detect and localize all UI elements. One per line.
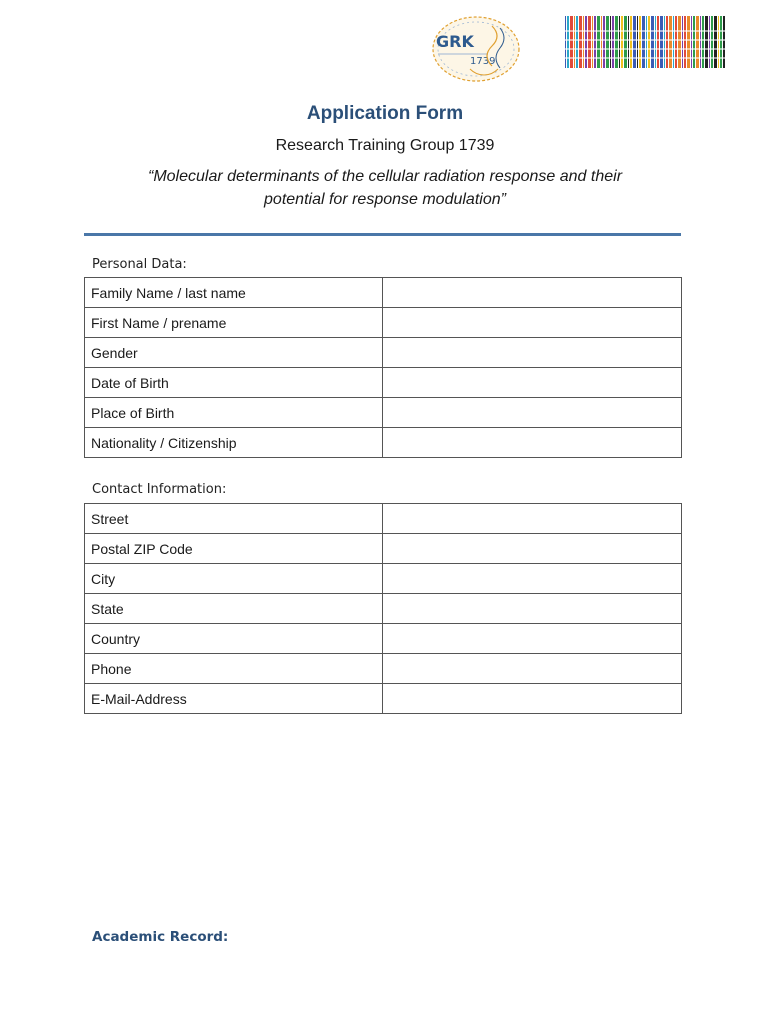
form-row	[85, 428, 682, 458]
barcode-stripe	[574, 16, 575, 68]
barcode-stripe	[714, 16, 717, 68]
barcode-stripe	[576, 16, 578, 68]
barcode-stripe	[651, 16, 654, 68]
form-subtitle: Research Training Group 1739	[275, 137, 495, 154]
header-divider	[84, 233, 681, 236]
barcode-stripe	[664, 16, 665, 68]
academic-record-heading: Academic Record:	[92, 929, 229, 945]
field-value-cell[interactable]	[383, 684, 682, 714]
contact-information-table	[84, 503, 682, 714]
barcode-stripe	[565, 16, 566, 68]
barcode-stripe	[633, 16, 636, 68]
field-label: Family Name / last name	[85, 278, 383, 308]
barcode-stripe	[606, 16, 609, 68]
form-row	[85, 308, 682, 338]
barcode-stripe	[702, 16, 704, 68]
form-row	[85, 398, 682, 428]
field-value-cell[interactable]	[383, 654, 682, 684]
form-row	[85, 624, 682, 654]
form-row	[85, 278, 682, 308]
personal-data-heading: Personal Data:	[92, 257, 187, 272]
field-label: Postal ZIP Code	[85, 534, 383, 564]
barcode-stripe	[637, 16, 638, 68]
form-row	[85, 564, 682, 594]
field-label: Date of Birth	[85, 368, 383, 398]
field-label: City	[85, 564, 383, 594]
barcode-stripe	[646, 16, 647, 68]
project-title	[100, 165, 670, 211]
field-value-cell[interactable]	[383, 504, 682, 534]
barcode-stripe	[612, 16, 614, 68]
barcode-band	[565, 39, 725, 41]
field-value-cell[interactable]	[383, 338, 682, 368]
barcode-stripe	[594, 16, 596, 68]
barcode-stripe	[655, 16, 656, 68]
field-label: Country	[85, 624, 383, 654]
field-label: State	[85, 594, 383, 624]
barcode-band	[565, 30, 725, 32]
field-value-cell[interactable]	[383, 398, 682, 428]
form-row	[85, 594, 682, 624]
sequence-barcode-logo	[565, 16, 725, 68]
form-row	[85, 684, 682, 714]
barcode-stripe	[630, 16, 632, 68]
barcode-stripe	[588, 16, 591, 68]
barcode-stripe	[705, 16, 708, 68]
field-value-cell[interactable]	[383, 368, 682, 398]
barcode-stripe	[696, 16, 699, 68]
barcode-stripe	[709, 16, 710, 68]
barcode-band	[565, 57, 725, 59]
field-value-cell[interactable]	[383, 308, 682, 338]
barcode-stripe	[610, 16, 611, 68]
barcode-stripe	[579, 16, 582, 68]
barcode-stripe	[669, 16, 672, 68]
field-label: Place of Birth	[85, 398, 383, 428]
form-row	[85, 534, 682, 564]
barcode-stripe	[718, 16, 719, 68]
barcode-stripe	[628, 16, 629, 68]
barcode-stripe	[621, 16, 623, 68]
project-title-line-1: “Molecular determinants of the cellular radiation response and their	[147, 168, 623, 185]
barcode-stripe	[603, 16, 605, 68]
form-row	[85, 368, 682, 398]
barcode-stripe	[691, 16, 692, 68]
barcode-stripe	[657, 16, 659, 68]
barcode-stripe	[720, 16, 722, 68]
barcode-stripe	[723, 16, 725, 68]
form-row	[85, 504, 682, 534]
barcode-stripe	[639, 16, 641, 68]
form-row	[85, 338, 682, 368]
field-label: Street	[85, 504, 383, 534]
field-label: E-Mail-Address	[85, 684, 383, 714]
personal-data-table	[84, 277, 682, 458]
field-value-cell[interactable]	[383, 624, 682, 654]
barcode-stripe	[567, 16, 569, 68]
barcode-stripe	[615, 16, 618, 68]
barcode-stripe	[673, 16, 674, 68]
barcode-stripe	[682, 16, 683, 68]
grk-logo	[430, 14, 522, 84]
field-value-cell[interactable]	[383, 594, 682, 624]
barcode-stripe	[583, 16, 584, 68]
logo-number: 1739	[470, 56, 496, 67]
barcode-stripe	[666, 16, 668, 68]
logo-letters: GRK	[436, 32, 474, 51]
field-label: Nationality / Citizenship	[85, 428, 383, 458]
barcode-stripe	[678, 16, 681, 68]
field-value-cell[interactable]	[383, 534, 682, 564]
barcode-band	[565, 48, 725, 50]
field-value-cell[interactable]	[383, 428, 682, 458]
barcode-stripe	[597, 16, 600, 68]
barcode-stripe	[675, 16, 677, 68]
form-row	[85, 654, 682, 684]
barcode-stripe	[648, 16, 650, 68]
project-title-line-2: potential for response modulation”	[264, 191, 506, 208]
field-value-cell[interactable]	[383, 564, 682, 594]
barcode-stripe	[619, 16, 620, 68]
barcode-stripe	[700, 16, 701, 68]
barcode-stripe	[592, 16, 593, 68]
barcode-stripe	[624, 16, 627, 68]
barcode-stripe	[684, 16, 686, 68]
field-label: Phone	[85, 654, 383, 684]
contact-information-heading: Contact Information:	[92, 482, 227, 497]
barcode-stripe	[570, 16, 573, 68]
barcode-stripe	[711, 16, 713, 68]
field-label: First Name / prename	[85, 308, 383, 338]
field-value-cell[interactable]	[383, 278, 682, 308]
barcode-stripe	[601, 16, 602, 68]
barcode-stripe	[642, 16, 645, 68]
barcode-stripe	[693, 16, 695, 68]
barcode-stripe	[585, 16, 587, 68]
field-label: Gender	[85, 338, 383, 368]
barcode-stripe	[660, 16, 663, 68]
form-title: Application Form	[306, 103, 464, 124]
barcode-stripe	[687, 16, 690, 68]
